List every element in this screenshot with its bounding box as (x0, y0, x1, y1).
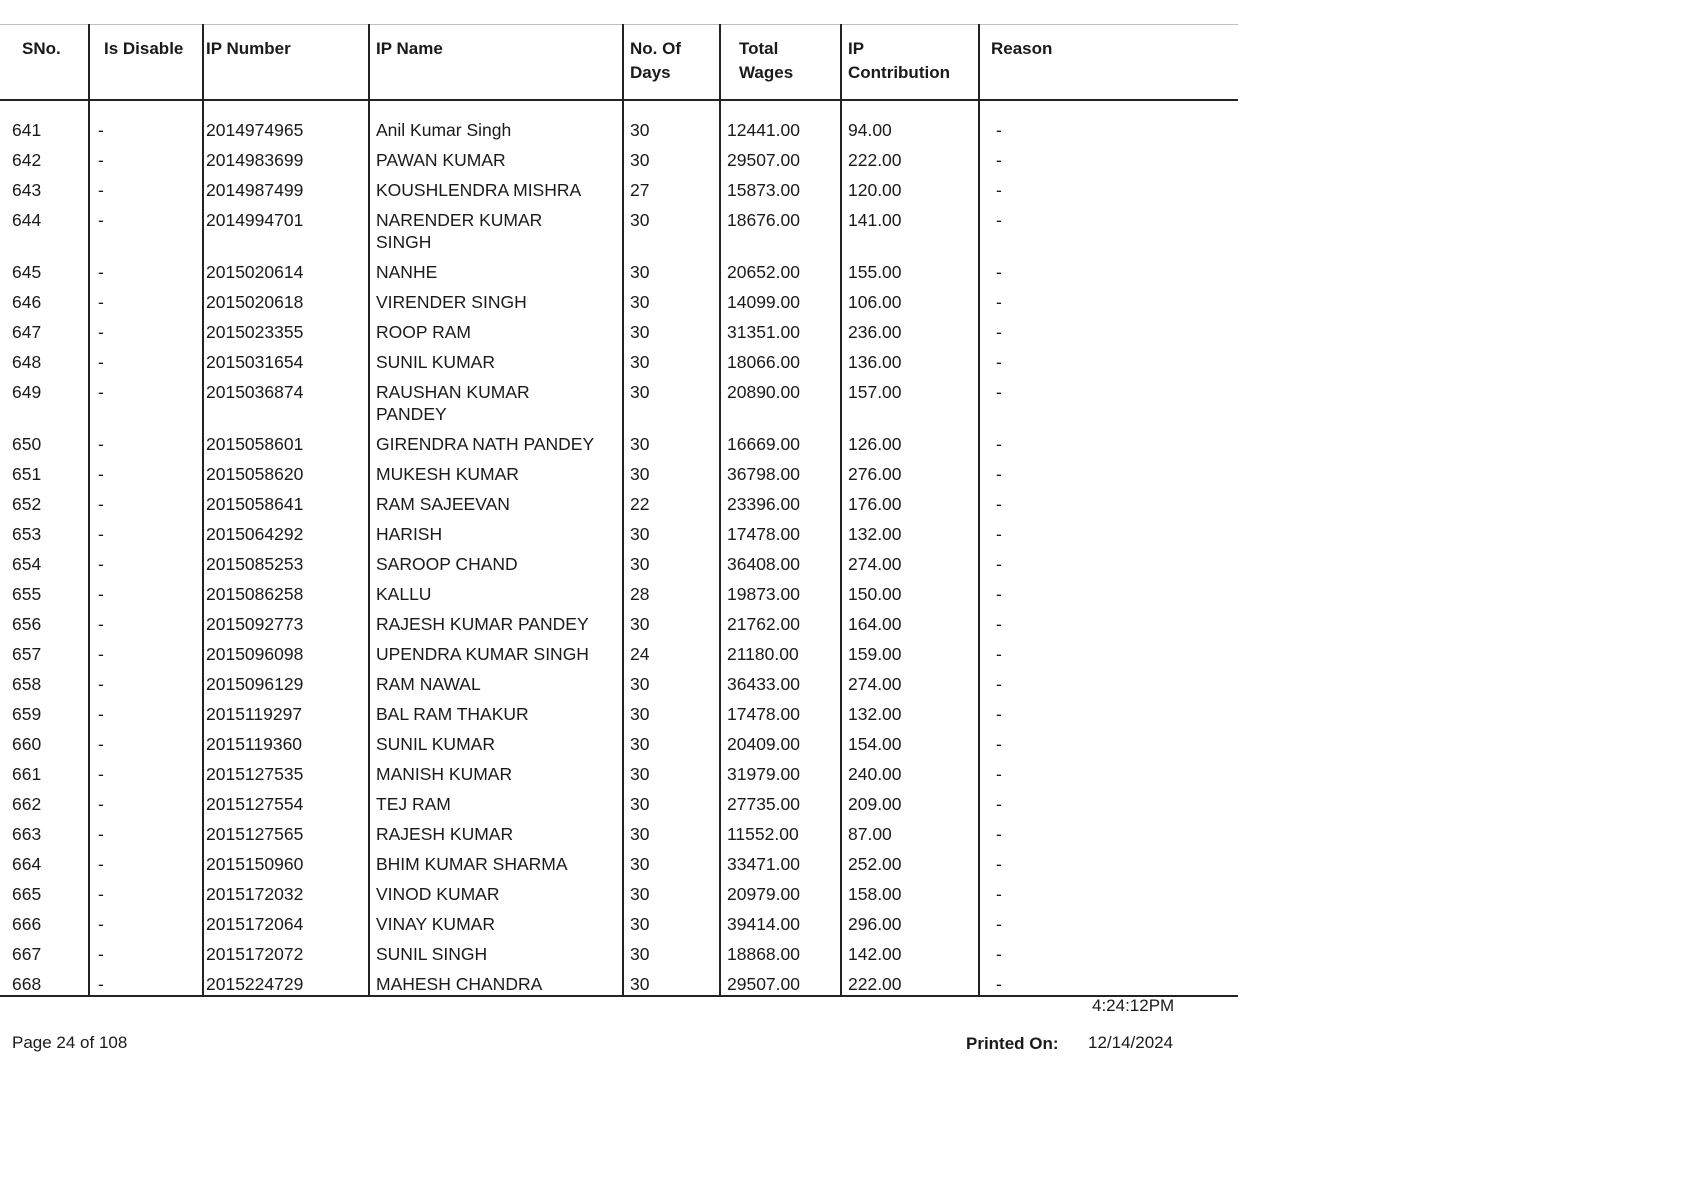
table-header-row (0, 25, 1238, 101)
cell-reason: - (996, 180, 1002, 200)
cell-ip-number: 2015119360 (203, 725, 369, 755)
cell-total-wages: 17478.00 (720, 695, 841, 725)
cell-is-disable: - (89, 141, 203, 171)
cell-reason: - (996, 554, 1002, 574)
cell-no-of-days: 30 (623, 141, 720, 171)
table-row (0, 283, 1238, 313)
cell-is-disable: - (89, 111, 203, 141)
cell-sno: 663 (0, 815, 89, 845)
cell-no-of-days: 30 (623, 905, 720, 935)
cell-ip-name: PAWAN KUMAR (369, 141, 623, 171)
cell-is-disable: - (89, 201, 203, 253)
cell-no-of-days: 30 (623, 845, 720, 875)
cell-ip-contribution: 176.00 (841, 485, 979, 515)
cell-total-wages: 18066.00 (720, 343, 841, 373)
cell-ip-number: 2015020614 (203, 253, 369, 283)
cell-no-of-days: 30 (623, 695, 720, 725)
cell-ip-number: 2015064292 (203, 515, 369, 545)
table-row (0, 845, 1238, 875)
cell-ip-number: 2015119297 (203, 695, 369, 725)
cell-is-disable: - (89, 171, 203, 201)
cell-ip-number: 2015096129 (203, 665, 369, 695)
cell-sno: 659 (0, 695, 89, 725)
cell-sno: 651 (0, 455, 89, 485)
table-row (0, 455, 1238, 485)
cell-ip-number: 2015031654 (203, 343, 369, 373)
cell-sno: 644 (0, 201, 89, 253)
cell-no-of-days: 30 (623, 785, 720, 815)
cell-ip-number: 2015085253 (203, 545, 369, 575)
cell-ip-number: 2014983699 (203, 141, 369, 171)
cell-ip-name: MUKESH KUMAR (369, 455, 623, 485)
cell-ip-contribution: 252.00 (841, 845, 979, 875)
cell-sno: 645 (0, 253, 89, 283)
cell-total-wages: 20409.00 (720, 725, 841, 755)
cell-ip-name: UPENDRA KUMAR SINGH (369, 635, 623, 665)
cell-total-wages: 36433.00 (720, 665, 841, 695)
cell-ip-name: RAUSHAN KUMAR PANDEY (369, 373, 623, 425)
cell-ip-contribution: 240.00 (841, 755, 979, 785)
cell-ip-contribution: 132.00 (841, 695, 979, 725)
printed-date: 12/14/2024 (1088, 1033, 1174, 1052)
cell-total-wages: 15873.00 (720, 171, 841, 201)
cell-no-of-days: 27 (623, 171, 720, 201)
cell-ip-number: 2014974965 (203, 111, 369, 141)
cell-reason: - (996, 292, 1002, 312)
cell-is-disable: - (89, 313, 203, 343)
cell-no-of-days: 30 (623, 815, 720, 845)
cell-sno: 658 (0, 665, 89, 695)
cell-no-of-days: 30 (623, 725, 720, 755)
cell-no-of-days: 30 (623, 875, 720, 905)
cell-reason: - (996, 494, 1002, 514)
cell-reason: - (996, 524, 1002, 544)
cell-sno: 653 (0, 515, 89, 545)
cell-ip-contribution: 141.00 (841, 201, 979, 253)
cell-no-of-days: 30 (623, 343, 720, 373)
cell-no-of-days: 24 (623, 635, 720, 665)
cell-total-wages: 20979.00 (720, 875, 841, 905)
cell-total-wages: 31351.00 (720, 313, 841, 343)
cell-total-wages: 29507.00 (720, 965, 841, 996)
cell-no-of-days: 30 (623, 283, 720, 313)
column-header-total-wages: Total Wages (720, 25, 841, 101)
cell-is-disable: - (89, 665, 203, 695)
cell-ip-name: KOUSHLENDRA MISHRA (369, 171, 623, 201)
column-header-no-of-days: No. Of Days (623, 25, 720, 101)
cell-ip-contribution: 159.00 (841, 635, 979, 665)
cell-no-of-days: 30 (623, 373, 720, 425)
cell-total-wages: 31979.00 (720, 755, 841, 785)
contribution-table (0, 24, 1238, 997)
cell-ip-number: 2015172072 (203, 935, 369, 965)
cell-ip-name: GIRENDRA NATH PANDEY (369, 425, 623, 455)
cell-sno: 660 (0, 725, 89, 755)
cell-total-wages: 12441.00 (720, 111, 841, 141)
cell-is-disable: - (89, 455, 203, 485)
cell-reason: - (996, 382, 1002, 402)
cell-ip-name: BHIM KUMAR SHARMA (369, 845, 623, 875)
cell-ip-name: KALLU (369, 575, 623, 605)
cell-no-of-days: 30 (623, 605, 720, 635)
cell-no-of-days: 30 (623, 253, 720, 283)
table-row (0, 313, 1238, 343)
cell-total-wages: 18676.00 (720, 201, 841, 253)
cell-total-wages: 16669.00 (720, 425, 841, 455)
cell-sno: 657 (0, 635, 89, 665)
cell-ip-contribution: 296.00 (841, 905, 979, 935)
cell-no-of-days: 30 (623, 515, 720, 545)
cell-reason: - (996, 674, 1002, 694)
cell-ip-number: 2014987499 (203, 171, 369, 201)
cell-ip-name: RAM NAWAL (369, 665, 623, 695)
cell-reason: - (996, 584, 1002, 604)
column-header-is-disable: Is Disable (89, 25, 203, 101)
cell-reason: - (979, 965, 1238, 996)
cell-ip-name: RAJESH KUMAR (369, 815, 623, 845)
cell-is-disable: - (89, 785, 203, 815)
cell-ip-contribution: 155.00 (841, 253, 979, 283)
cell-is-disable: - (89, 965, 203, 996)
table-row (0, 425, 1238, 455)
cell-ip-name: VIRENDER SINGH (369, 283, 623, 313)
cell-is-disable: - (89, 373, 203, 425)
table-row (0, 905, 1238, 935)
cell-reason: - (996, 322, 1002, 342)
cell-is-disable: - (89, 875, 203, 905)
cell-reason: - (996, 854, 1002, 874)
cell-sno: 667 (0, 935, 89, 965)
cell-sno: 646 (0, 283, 89, 313)
column-header-ip-name: IP Name (369, 25, 623, 101)
cell-ip-contribution: 142.00 (841, 935, 979, 965)
cell-sno: 650 (0, 425, 89, 455)
cell-ip-name: SUNIL SINGH (369, 935, 623, 965)
cell-ip-contribution: 276.00 (841, 455, 979, 485)
cell-is-disable: - (89, 695, 203, 725)
cell-reason: - (996, 824, 1002, 844)
cell-ip-number: 2015058620 (203, 455, 369, 485)
cell-ip-contribution: 150.00 (841, 575, 979, 605)
cell-no-of-days: 30 (623, 201, 720, 253)
table-row (0, 515, 1238, 545)
cell-ip-name: ROOP RAM (369, 313, 623, 343)
table-row (0, 755, 1238, 785)
table-row (0, 141, 1238, 171)
cell-ip-name: MANISH KUMAR (369, 755, 623, 785)
cell-no-of-days: 28 (623, 575, 720, 605)
column-header-sno: SNo. (0, 25, 89, 101)
cell-ip-name: RAJESH KUMAR PANDEY (369, 605, 623, 635)
cell-ip-number: 2015023355 (203, 313, 369, 343)
cell-sno: 668 (0, 965, 89, 996)
contribution-table-container (0, 24, 1238, 997)
cell-ip-contribution: 154.00 (841, 725, 979, 755)
cell-sno: 666 (0, 905, 89, 935)
cell-no-of-days: 22 (623, 485, 720, 515)
cell-sno: 664 (0, 845, 89, 875)
cell-reason: - (996, 914, 1002, 934)
cell-total-wages: 14099.00 (720, 283, 841, 313)
cell-ip-contribution: 222.00 (841, 965, 979, 996)
column-header-ip-contribution: IP Contribution (841, 25, 979, 101)
cell-sno: 649 (0, 373, 89, 425)
cell-is-disable: - (89, 515, 203, 545)
cell-ip-number: 2015127554 (203, 785, 369, 815)
cell-no-of-days: 30 (623, 425, 720, 455)
cell-ip-name: NANHE (369, 253, 623, 283)
cell-is-disable: - (89, 605, 203, 635)
cell-ip-number: 2015172032 (203, 875, 369, 905)
cell-total-wages: 33471.00 (720, 845, 841, 875)
table-spacer-row (0, 100, 1238, 111)
cell-total-wages: 21762.00 (720, 605, 841, 635)
table-row (0, 785, 1238, 815)
table-row (0, 665, 1238, 695)
cell-ip-contribution: 236.00 (841, 313, 979, 343)
table-row (0, 373, 1238, 425)
cell-ip-number: 2015020618 (203, 283, 369, 313)
cell-no-of-days: 30 (623, 455, 720, 485)
cell-ip-number: 2015036874 (203, 373, 369, 425)
cell-ip-name: SUNIL KUMAR (369, 343, 623, 373)
cell-ip-contribution: 94.00 (841, 111, 979, 141)
cell-ip-number: 2015096098 (203, 635, 369, 665)
cell-ip-contribution: 126.00 (841, 425, 979, 455)
cell-sno: 647 (0, 313, 89, 343)
cell-reason: - (996, 644, 1002, 664)
cell-total-wages: 20652.00 (720, 253, 841, 283)
cell-reason: - (996, 764, 1002, 784)
cell-ip-name: HARISH (369, 515, 623, 545)
cell-ip-contribution: 106.00 (841, 283, 979, 313)
cell-total-wages: 11552.00 (720, 815, 841, 845)
cell-ip-number: 2014994701 (203, 201, 369, 253)
cell-reason: - (996, 464, 1002, 484)
cell-ip-number: 2015127535 (203, 755, 369, 785)
cell-no-of-days: 30 (623, 313, 720, 343)
cell-ip-name: SAROOP CHAND (369, 545, 623, 575)
column-header-reason: Reason (979, 25, 1238, 101)
cell-reason: - (996, 614, 1002, 634)
cell-ip-name: TEJ RAM (369, 785, 623, 815)
cell-total-wages: 18868.00 (720, 935, 841, 965)
cell-ip-contribution: 209.00 (841, 785, 979, 815)
cell-ip-number: 2015058641 (203, 485, 369, 515)
cell-reason: - (996, 884, 1002, 904)
cell-is-disable: - (89, 725, 203, 755)
cell-is-disable: - (89, 575, 203, 605)
cell-ip-contribution: 87.00 (841, 815, 979, 845)
cell-sno: 662 (0, 785, 89, 815)
cell-sno: 643 (0, 171, 89, 201)
cell-reason: - (996, 794, 1002, 814)
cell-total-wages: 20890.00 (720, 373, 841, 425)
cell-total-wages: 36408.00 (720, 545, 841, 575)
table-body (0, 100, 1238, 996)
cell-ip-contribution: 157.00 (841, 373, 979, 425)
cell-is-disable: - (89, 755, 203, 785)
cell-ip-number: 2015224729 (203, 965, 369, 996)
cell-ip-name: RAM SAJEEVAN (369, 485, 623, 515)
cell-is-disable: - (89, 343, 203, 373)
cell-ip-name: SUNIL KUMAR (369, 725, 623, 755)
cell-total-wages: 27735.00 (720, 785, 841, 815)
table-row (0, 575, 1238, 605)
cell-is-disable: - (89, 253, 203, 283)
cell-ip-number: 2015172064 (203, 905, 369, 935)
cell-ip-name: NARENDER KUMAR SINGH (369, 201, 623, 253)
table-row (0, 171, 1238, 201)
table-row (0, 815, 1238, 845)
cell-ip-name: Anil Kumar Singh (369, 111, 623, 141)
cell-sno: 665 (0, 875, 89, 905)
cell-no-of-days: 30 (623, 545, 720, 575)
cell-reason: - (996, 150, 1002, 170)
cell-sno: 641 (0, 111, 89, 141)
cell-reason: - (996, 210, 1002, 230)
cell-sno: 652 (0, 485, 89, 515)
cell-is-disable: - (89, 635, 203, 665)
cell-is-disable: - (89, 815, 203, 845)
table-row (0, 545, 1238, 575)
cell-is-disable: - (89, 935, 203, 965)
table-row (0, 935, 1238, 965)
cell-total-wages: 21180.00 (720, 635, 841, 665)
cell-ip-name: BAL RAM THAKUR (369, 695, 623, 725)
cell-ip-contribution: 274.00 (841, 665, 979, 695)
cell-no-of-days: 30 (623, 965, 720, 996)
table-row (0, 605, 1238, 635)
cell-ip-name: MAHESH CHANDRA (369, 965, 623, 996)
table-row (0, 485, 1238, 515)
table-row (0, 695, 1238, 725)
cell-reason: - (996, 944, 1002, 964)
cell-ip-contribution: 222.00 (841, 141, 979, 171)
cell-is-disable: - (89, 283, 203, 313)
cell-ip-number: 2015058601 (203, 425, 369, 455)
cell-no-of-days: 30 (623, 935, 720, 965)
cell-reason: - (996, 352, 1002, 372)
table-row (0, 635, 1238, 665)
cell-reason: - (996, 734, 1002, 754)
cell-ip-contribution: 120.00 (841, 171, 979, 201)
table-row (0, 875, 1238, 905)
printed-on-label: Printed On: (966, 1034, 1059, 1053)
cell-ip-number: 2015092773 (203, 605, 369, 635)
cell-is-disable: - (89, 845, 203, 875)
cell-ip-contribution: 132.00 (841, 515, 979, 545)
printed-time: 4:24:12PM (1092, 996, 1175, 1015)
cell-total-wages: 17478.00 (720, 515, 841, 545)
table-row (0, 725, 1238, 755)
table-row (0, 343, 1238, 373)
cell-no-of-days: 30 (623, 111, 720, 141)
cell-sno: 655 (0, 575, 89, 605)
cell-total-wages: 29507.00 (720, 141, 841, 171)
cell-sno: 656 (0, 605, 89, 635)
cell-ip-number: 2015150960 (203, 845, 369, 875)
table-row (0, 253, 1238, 283)
cell-total-wages: 23396.00 (720, 485, 841, 515)
cell-is-disable: - (89, 485, 203, 515)
cell-sno: 654 (0, 545, 89, 575)
cell-sno: 648 (0, 343, 89, 373)
cell-ip-name: VINOD KUMAR (369, 875, 623, 905)
column-header-ip-number: IP Number (203, 25, 369, 101)
cell-total-wages: 36798.00 (720, 455, 841, 485)
cell-is-disable: - (89, 905, 203, 935)
cell-ip-contribution: 136.00 (841, 343, 979, 373)
table-row (0, 965, 1238, 996)
cell-is-disable: - (89, 545, 203, 575)
table-row (0, 111, 1238, 141)
cell-no-of-days: 30 (623, 665, 720, 695)
cell-no-of-days: 30 (623, 755, 720, 785)
cell-total-wages: 39414.00 (720, 905, 841, 935)
cell-sno: 642 (0, 141, 89, 171)
cell-ip-contribution: 164.00 (841, 605, 979, 635)
cell-reason: - (996, 704, 1002, 724)
table-row (0, 201, 1238, 253)
cell-reason: - (996, 262, 1002, 282)
cell-total-wages: 19873.00 (720, 575, 841, 605)
cell-is-disable: - (89, 425, 203, 455)
cell-ip-contribution: 274.00 (841, 545, 979, 575)
cell-ip-name: VINAY KUMAR (369, 905, 623, 935)
cell-ip-number: 2015086258 (203, 575, 369, 605)
cell-ip-number: 2015127565 (203, 815, 369, 845)
cell-ip-contribution: 158.00 (841, 875, 979, 905)
page-number: Page 24 of 108 (12, 1033, 128, 1052)
cell-reason: - (996, 120, 1002, 140)
cell-reason: - (996, 434, 1002, 454)
cell-sno: 661 (0, 755, 89, 785)
